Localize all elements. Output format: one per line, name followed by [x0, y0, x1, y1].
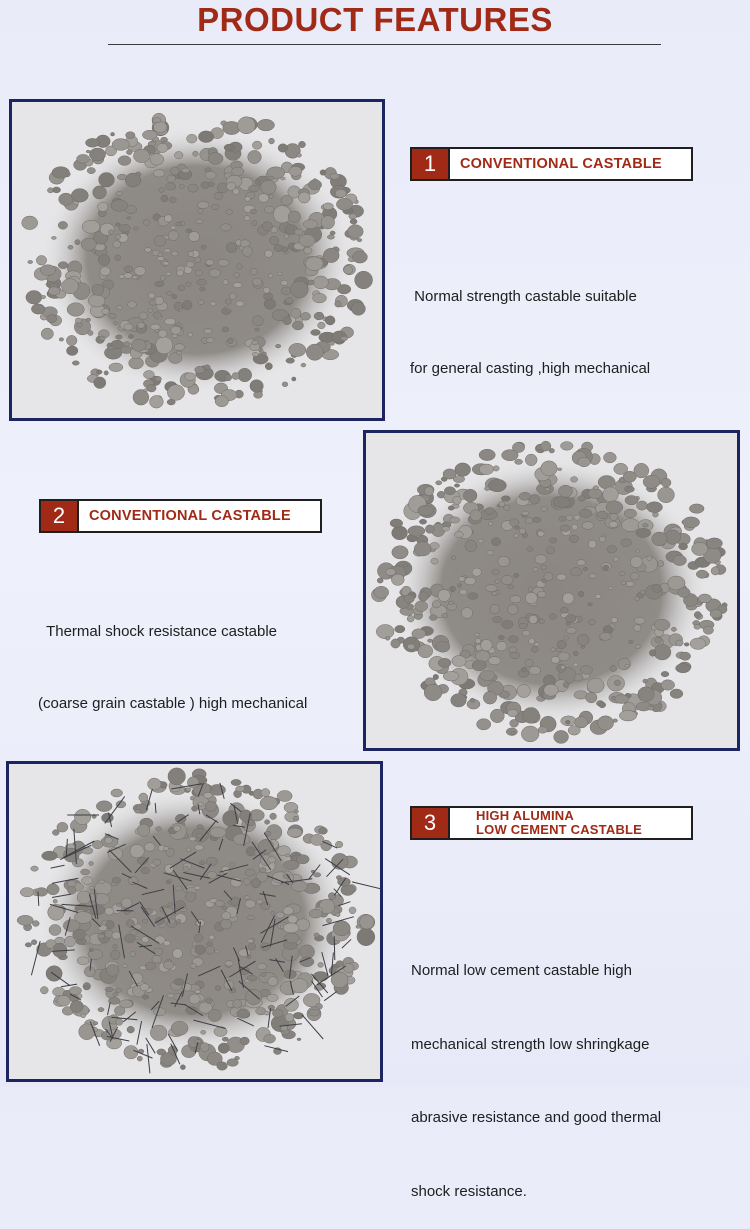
description-line: mechanical strength low shringkage: [411, 1033, 661, 1058]
feature-label-3: [450, 808, 642, 838]
feature-badge-1: [410, 147, 693, 181]
feature-number-1: 1: [412, 149, 450, 179]
feature-label-2: CONVENTIONAL CASTABLE: [79, 501, 291, 531]
feature-badge-3: [410, 806, 693, 840]
description-line: Thermal shock resistance castable: [38, 620, 323, 644]
description-line: Normal strength castable suitable: [410, 285, 657, 309]
feature-number-3: 3: [412, 808, 450, 838]
feature-label-1: CONVENTIONAL CASTABLE: [450, 149, 662, 179]
castable-powder-photo-2: [363, 430, 740, 751]
page-title: PRODUCT FEATURES: [0, 0, 750, 40]
feature-label-3-line-2: LOW CEMENT CASTABLE: [476, 823, 642, 837]
description-line: shock resistance.: [411, 1180, 661, 1205]
feature-description-3: [411, 910, 661, 1229]
photo-illustration: [9, 764, 380, 1079]
description-line: abrasive resistance and good thermal: [411, 1106, 661, 1131]
photo-illustration: [366, 433, 737, 748]
title-divider: [108, 44, 661, 45]
description-line: for general casting ,high mechanical: [410, 357, 657, 381]
feature-badge-2: [39, 499, 322, 533]
photo-illustration: [12, 102, 382, 418]
description-line: Normal low cement castable high: [411, 959, 661, 984]
description-line: (coarse grain castable ) high mechanical: [38, 692, 323, 716]
feature-label-3-line-1: HIGH ALUMINA: [476, 809, 574, 823]
castable-powder-photo-1: [9, 99, 385, 421]
feature-number-2: 2: [41, 501, 79, 531]
castable-with-steel-fibers-photo: [6, 761, 383, 1082]
